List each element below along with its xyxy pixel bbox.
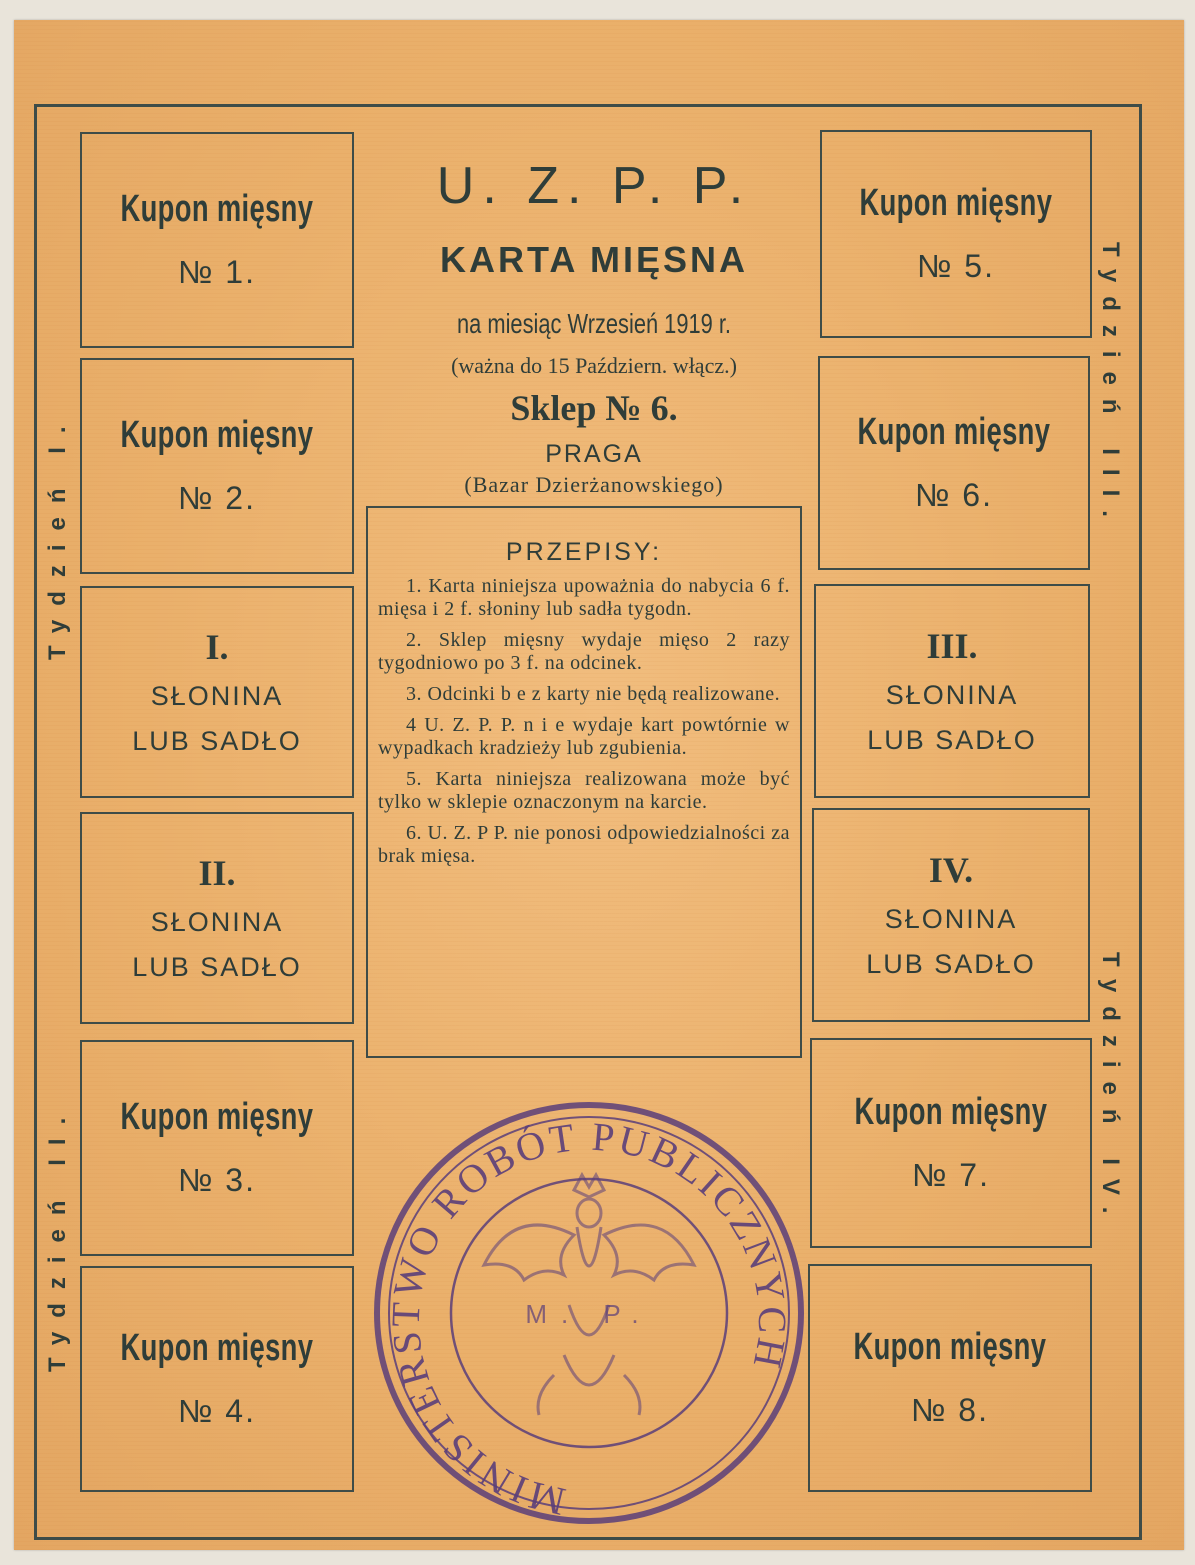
coupon-line-2: LUB SADŁO (867, 725, 1037, 755)
coupon-number: № 4. (178, 1392, 256, 1429)
meat-coupon-8[interactable] (808, 1264, 1092, 1492)
rule-item: 4 U. Z. P. P. n i e wydaje kart powtórnie w wypadkach kradzieży lub zgubienia. (378, 714, 790, 759)
shop-number: Sklep № 6. (510, 388, 678, 428)
coupon-label: Kupon mięsny (857, 410, 1051, 453)
coupon-line-2: LUB SADŁO (866, 949, 1036, 979)
coupon-line-1: SŁONINA (150, 681, 284, 711)
coupon-label: Kupon mięsny (853, 1325, 1047, 1368)
coupon-number: № 7. (912, 1156, 990, 1193)
meat-coupon-3[interactable] (80, 1040, 354, 1256)
card-month: na miesiąc Wrzesień 1919 r. (457, 308, 731, 339)
coupon-number: № 6. (915, 476, 993, 513)
coupon-number: № 2. (178, 479, 256, 516)
meat-coupon-5[interactable] (820, 130, 1092, 338)
meat-ration-card (14, 20, 1184, 1550)
fat-coupon-II[interactable] (80, 812, 354, 1024)
meat-coupon-6[interactable] (818, 356, 1090, 570)
rule-item: 6. U. Z. P P. nie ponosi odpowiedzialności za brak mięsa. (378, 822, 790, 867)
coupon-number: № 5. (917, 247, 995, 284)
coupon-numeral: III. (926, 626, 978, 666)
stamp-center: M. P. (525, 1299, 653, 1329)
fat-coupon-IV[interactable] (812, 808, 1090, 1022)
district-name: PRAGA (545, 440, 643, 468)
stamp-text: MINISTERSTWO ROBÓT PUBLICZNYCH (382, 1113, 796, 1525)
coupon-label: Kupon mięsny (120, 413, 314, 456)
card-validity: (ważna do 15 Październ. włącz.) (451, 353, 737, 378)
coupon-number: № 3. (178, 1161, 256, 1198)
fat-coupon-III[interactable] (814, 584, 1090, 798)
coupon-number: № 1. (178, 253, 256, 290)
meat-coupon-7[interactable] (810, 1038, 1092, 1248)
coupon-label: Kupon mięsny (859, 181, 1053, 224)
coupon-numeral: I. (205, 627, 229, 667)
coupon-line-2: LUB SADŁO (132, 726, 302, 756)
rule-item: 2. Sklep mięsny wydaje mięso 2 razy tygodniowo po 3 f. na odcinek. (378, 629, 790, 674)
coupon-label: Kupon mięsny (120, 1326, 314, 1369)
coupon-line-1: SŁONINA (150, 907, 284, 937)
coupon-label: Kupon mięsny (854, 1090, 1048, 1133)
coupon-numeral: II. (198, 853, 236, 893)
meat-coupon-1[interactable] (80, 132, 354, 348)
coupon-label: Kupon mięsny (120, 1095, 314, 1138)
org-heading: U. Z. P. P. (436, 157, 752, 215)
meat-coupon-4[interactable] (80, 1266, 354, 1492)
coupon-line-1: SŁONINA (884, 904, 1018, 934)
week-3-label: Tydzień III. (1097, 242, 1124, 531)
coupon-number: № 8. (911, 1391, 989, 1428)
coupon-numeral: IV. (928, 850, 974, 890)
rule-item: 1. Karta niniejsza upoważnia do nabycia 6 f. mięsa i 2 f. słoniny lub sadła tygodn. (378, 575, 790, 620)
eagle-emblem (484, 1175, 694, 1415)
coupon-line-1: SŁONINA (885, 680, 1019, 710)
rules-box (366, 506, 802, 1058)
rule-item: 3. Odcinki b e z karty nie będą realizowane. (406, 683, 781, 705)
rule-item: 5. Karta niniejsza realizowana może być tylko w sklepie oznaczonym na karcie. (378, 768, 790, 813)
meat-coupon-2[interactable] (80, 358, 354, 574)
ministry-stamp (364, 1095, 814, 1530)
fat-coupon-I[interactable] (80, 586, 354, 798)
week-1-label: Tydzień I. (44, 412, 71, 660)
week-2-label: Tydzień II. (44, 1103, 71, 1372)
coupon-line-2: LUB SADŁO (132, 952, 302, 982)
shop-location: (Bazar Dzierżanowskiego) (464, 472, 724, 497)
card-title: KARTA MIĘSNA (440, 239, 748, 280)
week-4-label: Tydzień IV. (1097, 952, 1124, 1228)
coupon-label: Kupon mięsny (120, 187, 314, 230)
rules-title: PRZEPISY: (505, 538, 663, 566)
